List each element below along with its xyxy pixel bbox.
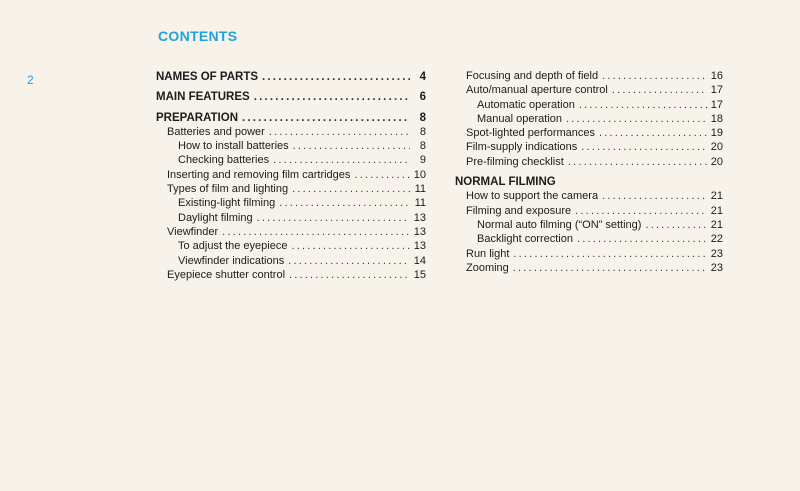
dot-leader	[292, 182, 410, 196]
dot-leader	[273, 153, 410, 167]
toc-entry-label: Daylight filming	[178, 211, 253, 224]
toc-entry-page: 23	[710, 247, 723, 260]
toc-entry	[455, 218, 723, 232]
toc-entry-label: Pre-filming checklist	[466, 155, 564, 168]
toc-entry	[455, 83, 723, 97]
dot-leader	[602, 189, 707, 203]
toc-entry-page: 13	[413, 211, 426, 224]
toc-entry-label: Checking batteries	[178, 154, 270, 167]
dot-leader	[279, 196, 410, 210]
toc-entry-label: Filming and exposure	[466, 204, 572, 217]
toc-entry-label: Run light	[466, 247, 510, 260]
toc-entry	[156, 182, 426, 196]
dot-leader	[575, 204, 707, 218]
dot-leader	[288, 254, 410, 268]
toc-entry	[156, 268, 426, 282]
toc-entry-page: 13	[413, 225, 426, 238]
toc-section-heading: NORMAL FILMING	[455, 176, 556, 189]
toc-entry-label: Focusing and depth of field	[466, 70, 599, 82]
toc-entry-label: Viewfinder	[167, 225, 219, 238]
toc-entry	[455, 261, 723, 275]
toc-entry-page: 22	[710, 233, 723, 246]
toc-entry	[156, 254, 426, 268]
dot-leader	[289, 268, 410, 282]
toc-entry-page: 20	[710, 141, 723, 154]
toc-entry-page: 9	[419, 154, 426, 167]
toc-entry-page: 16	[710, 70, 723, 82]
dot-leader	[581, 140, 706, 154]
toc-entry	[455, 69, 723, 83]
toc-left-column	[156, 70, 426, 282]
dot-leader	[242, 111, 410, 125]
toc-entry-label: Inserting and removing film cartridges	[167, 168, 351, 181]
toc-entry-page: 10	[413, 168, 426, 181]
toc-entry-page: 11	[414, 197, 426, 210]
toc-entry	[455, 155, 723, 169]
toc-entry-label: Zooming	[466, 261, 509, 274]
toc-entry-label: Batteries and power	[167, 125, 265, 138]
toc-entry-page: 21	[710, 190, 723, 203]
toc-entry-page: 13	[413, 240, 426, 253]
toc-entry	[455, 126, 723, 140]
toc-entry-label: Normal auto filming (“ON” setting)	[477, 218, 642, 231]
toc-entry-label: Automatic operation	[477, 98, 575, 111]
toc-entry-label: Spot-lighted performances	[466, 127, 596, 140]
toc-entry	[455, 247, 723, 261]
toc-entry	[455, 112, 723, 126]
toc-entry-label: Existing-light filming	[178, 197, 276, 210]
dot-leader	[612, 83, 707, 97]
dot-leader	[513, 261, 707, 275]
toc-entry-page: 21	[710, 204, 723, 217]
toc-entry-label: Types of film and lighting	[167, 183, 289, 196]
toc-entry-label: Auto/manual aperture control	[466, 84, 608, 97]
toc-entry-page: 4	[419, 71, 426, 83]
dot-leader	[262, 70, 410, 84]
toc-entry	[156, 139, 426, 153]
toc-entry-page: 15	[413, 268, 426, 281]
toc-entry	[156, 239, 426, 253]
toc-right-column	[455, 69, 723, 275]
toc-entry-page: 6	[419, 91, 426, 104]
toc-entry-label: PREPARATION	[156, 111, 238, 124]
dot-leader	[222, 225, 410, 239]
toc-entry-label: How to install batteries	[178, 140, 289, 153]
toc-entry-page: 19	[710, 127, 723, 140]
toc-entry	[455, 140, 723, 154]
toc-entry	[455, 204, 723, 218]
dot-leader	[602, 69, 707, 83]
dot-leader	[568, 155, 707, 169]
dot-leader	[257, 211, 410, 225]
toc-entry-page: 17	[710, 98, 723, 111]
toc-entry-label: To adjust the eyepiece	[178, 240, 288, 253]
toc-entry-page: 8	[419, 140, 426, 153]
toc-entry-page: 17	[710, 84, 723, 97]
toc-entry	[156, 168, 426, 182]
toc-entry	[156, 125, 426, 139]
toc-entry	[156, 153, 426, 167]
dot-leader	[291, 239, 409, 253]
contents-title: CONTENTS	[158, 28, 238, 44]
dot-leader	[293, 139, 410, 153]
toc-entry-page: 23	[710, 261, 723, 274]
toc-entry-page: 14	[413, 254, 426, 267]
dot-leader	[577, 232, 707, 246]
toc-entry	[156, 225, 426, 239]
dot-leader	[354, 168, 409, 182]
toc-entry	[156, 196, 426, 210]
dot-leader	[579, 98, 707, 112]
toc-entry-label: How to support the camera	[466, 190, 599, 203]
page-number: 2	[27, 73, 34, 87]
toc-entry	[156, 111, 426, 125]
toc-entry-page: 8	[419, 111, 426, 124]
toc-entry-label: Backlight correction	[477, 233, 573, 246]
toc-entry-page: 21	[710, 218, 723, 231]
toc-entry-label: Viewfinder indications	[178, 254, 285, 267]
toc-entry	[455, 98, 723, 112]
toc-entry-label: MAIN FEATURES	[156, 91, 250, 104]
toc-entry	[455, 232, 723, 246]
toc-entry	[455, 189, 723, 203]
dot-leader	[254, 90, 410, 104]
toc-entry-page: 11	[414, 183, 426, 196]
dot-leader	[269, 125, 410, 139]
dot-leader	[566, 112, 707, 126]
toc-entry	[156, 70, 426, 84]
dot-leader	[599, 126, 707, 140]
toc-entry	[156, 211, 426, 225]
toc-entry-label: NAMES OF PARTS	[156, 71, 259, 83]
toc-entry	[156, 90, 426, 104]
toc-entry-page: 8	[419, 125, 426, 138]
toc-entry-label: Manual operation	[477, 112, 563, 125]
dot-leader	[645, 218, 706, 232]
toc-entry-label: Eyepiece shutter control	[167, 268, 286, 281]
toc-entry-page: 20	[710, 155, 723, 168]
dot-leader	[513, 247, 706, 261]
toc-entry-page: 18	[710, 112, 723, 125]
toc-entry-label: Film-supply indications	[466, 141, 578, 154]
